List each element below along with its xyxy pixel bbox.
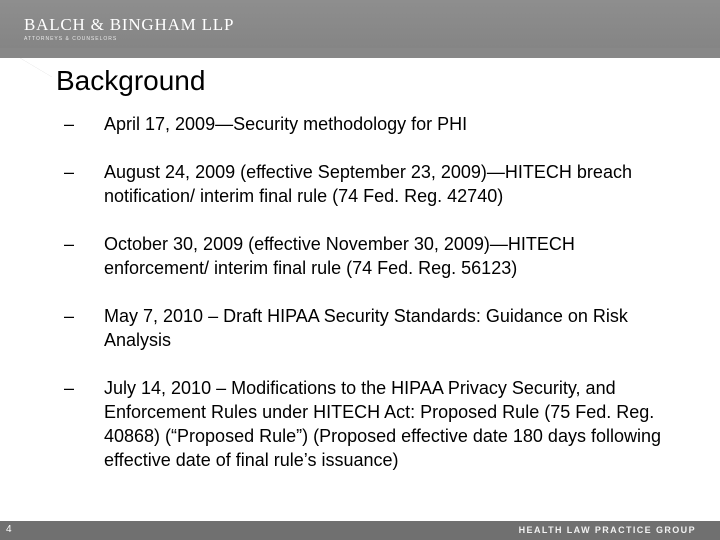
bullet-dash: – xyxy=(64,162,75,182)
firm-logo-name: BALCH & BINGHAM LLP xyxy=(24,15,235,34)
slide-title: Background xyxy=(56,65,206,96)
footer-bar xyxy=(0,521,720,540)
bullet-text: May 7, 2010 – Draft HIPAA Security Standards: Guidance on Risk Analysis xyxy=(104,306,628,350)
page-number: 4 xyxy=(6,524,12,535)
firm-logo-subtitle: ATTORNEYS & COUNSELORS xyxy=(24,36,118,42)
bullet-dash: – xyxy=(64,378,75,398)
bullet-item xyxy=(64,160,684,208)
bullet-dash: – xyxy=(64,306,75,326)
bullet-item xyxy=(64,232,684,280)
bullet-list xyxy=(64,112,684,496)
bullet-text: April 17, 2009—Security methodology for PHI xyxy=(104,114,468,134)
bullet-text: August 24, 2009 (effective September 23, 2009)—HITECH breach notification/ interim final rule (74 Fed. Reg. 42740) xyxy=(104,162,632,206)
bullet-item xyxy=(64,376,684,472)
bullet-item xyxy=(64,112,684,136)
bullet-dash: – xyxy=(64,234,75,254)
bullet-text: October 30, 2009 (effective November 30, 2009)—HITECH enforcement/ interim final rule (74 Fed. Reg. 56123) xyxy=(104,234,575,278)
bullet-item xyxy=(64,304,684,352)
bullet-text: July 14, 2010 – Modifications to the HIPAA Privacy Security, and Enforcement Rules under HITECH Act: Proposed Rule (75 Fed. Reg. 40868) (“Proposed Rule”) (Proposed effective date 180 days following effective date of final rule’s issuance) xyxy=(104,378,661,470)
bullet-dash: – xyxy=(64,114,75,134)
practice-group-label: HEALTH LAW PRACTICE GROUP xyxy=(518,525,696,535)
